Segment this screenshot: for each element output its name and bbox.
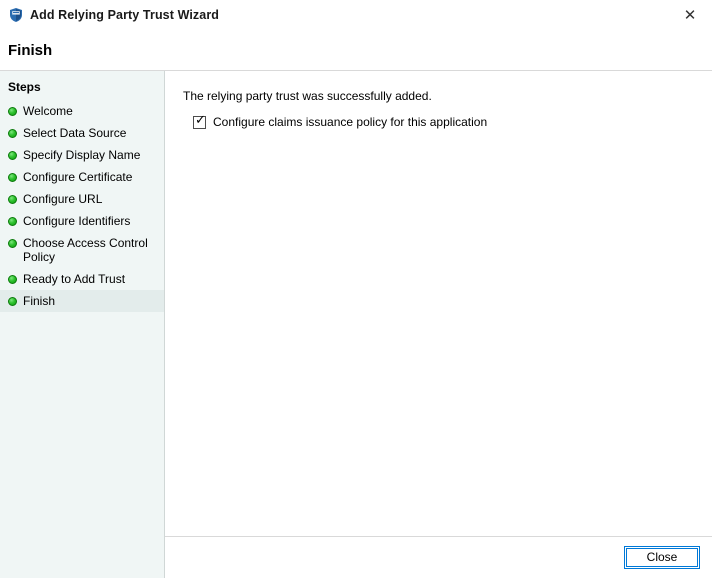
page-title: Finish [8,41,53,59]
step-label: Configure Certificate [23,170,133,184]
sidebar-item-select-data-source[interactable] [0,122,164,144]
sidebar-item-configure-url[interactable] [0,188,164,210]
step-label: Select Data Source [23,126,127,140]
step-label: Choose Access Control Policy [23,236,148,264]
sidebar-item-specify-display-name[interactable] [0,144,164,166]
titlebar [0,0,712,30]
close-button[interactable]: Close [624,546,700,569]
step-status-icon [8,173,17,182]
step-label: Specify Display Name [23,148,141,162]
sidebar-item-welcome[interactable] [0,100,164,122]
step-status-icon [8,151,17,160]
check-icon: ✓ [195,112,206,128]
step-status-icon [8,107,17,116]
sidebar-item-ready-to-add-trust[interactable] [0,268,164,290]
wizard-body [0,70,712,578]
sidebar-item-finish[interactable] [0,290,164,312]
success-message: The relying party trust was successfully added. [183,89,432,103]
step-label: Configure Identifiers [23,214,131,228]
step-label: Finish [23,294,56,308]
content-area [165,71,712,536]
window-title: Add Relying Party Trust Wizard [30,8,220,22]
footer-button-bar [165,536,712,578]
checkbox-checked-icon[interactable] [193,112,206,129]
step-label: Welcome [23,104,73,118]
sidebar-item-configure-certificate[interactable] [0,166,164,188]
step-status-icon [8,275,17,284]
content-pane [165,71,712,578]
step-status-icon [8,297,17,306]
step-label: Configure URL [23,192,103,206]
steps-pane [0,71,165,578]
step-status-icon [8,217,17,226]
step-status-icon [8,195,17,204]
step-status-icon [8,239,17,248]
step-label: Ready to Add Trust [23,272,126,286]
close-icon[interactable]: ✕ [683,6,697,24]
steps-title: Steps [8,80,41,94]
configure-claims-issuance-policy-checkbox-row[interactable] [183,112,696,129]
page-header [0,30,712,70]
step-status-icon [8,129,17,138]
sidebar-item-configure-identifiers[interactable] [0,210,164,232]
wizard-shield-icon [8,7,24,23]
checkbox-label: Configure claims issuance policy for this application [213,115,488,129]
sidebar-item-choose-access-control-policy[interactable] [0,232,164,268]
